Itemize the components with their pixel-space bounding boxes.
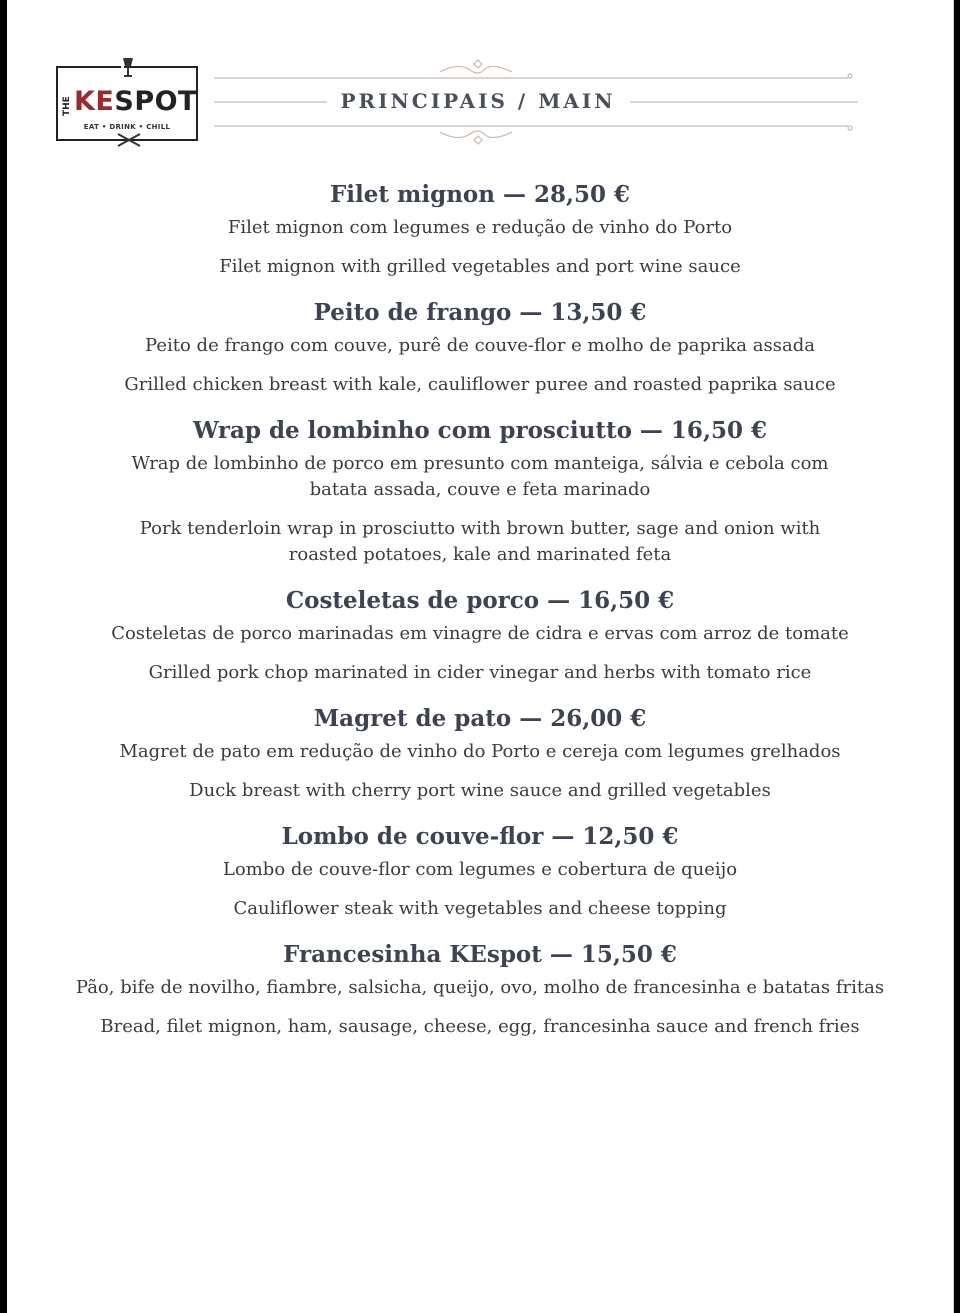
dish-description-en: Duck breast with cherry port wine sauce and grilled vegetables xyxy=(189,780,771,801)
menu-item xyxy=(60,414,900,568)
dish-description-pt: Pão, bife de novilho, fiambre, salsicha, queijo, ovo, molho de francesinha e batatas fritas xyxy=(75,977,885,998)
dish-description-pt: Magret de pato em redução de vinho do Porto e cereja com legumes grelhados xyxy=(119,741,841,762)
dish-title: Lombo de couve-flor — 12,50 € xyxy=(281,823,679,850)
logo-prefix: THE xyxy=(62,96,72,116)
dish-description-pt: Filet mignon com legumes e redução de vinho do Porto xyxy=(227,217,733,238)
logo-name-rest: SPOT xyxy=(114,86,197,117)
menu-item xyxy=(60,820,900,922)
dish-title: Magret de pato — 26,00 € xyxy=(313,705,647,732)
dish-title: Costeletas de porco — 16,50 € xyxy=(285,587,675,614)
logo-name-accent: KE xyxy=(74,86,115,117)
wine-glass-icon xyxy=(118,56,138,80)
logo-name xyxy=(74,86,197,117)
logo-tagline: EAT • DRINK • CHILL xyxy=(83,123,171,131)
dish-title: Francesinha KEspot — 15,50 € xyxy=(283,941,677,968)
dish-description-en: Bread, filet mignon, ham, sausage, cheese, egg, francesinha sauce and french fries xyxy=(100,1016,860,1037)
menu-item xyxy=(60,584,900,686)
dish-description-en: Grilled chicken breast with kale, cauliflower puree and roasted paprika sauce xyxy=(124,374,836,395)
left-border xyxy=(0,0,7,1313)
menu-item xyxy=(60,178,900,280)
section-header xyxy=(212,58,858,148)
menu-list xyxy=(60,178,900,1056)
dish-description-pt: Wrap de lombinho de porco em presunto com manteiga, sálvia e cebola com batata assada, couve e feta marinado xyxy=(131,453,829,500)
menu-item xyxy=(60,296,900,398)
dish-description-pt: Peito de frango com couve, purê de couve-flor e molho de paprika assada xyxy=(145,335,815,356)
menu-item xyxy=(60,702,900,804)
right-border xyxy=(954,0,960,1313)
dish-description-pt: Costeletas de porco marinadas em vinagre de cidra e ervas com arroz de tomate xyxy=(111,623,849,644)
page-title: PRINCIPAIS / MAIN xyxy=(340,89,616,113)
dish-title: Filet mignon — 28,50 € xyxy=(329,181,631,208)
dish-title: Peito de frango — 13,50 € xyxy=(313,299,647,326)
restaurant-logo xyxy=(56,66,198,141)
dish-description-en: Pork tenderloin wrap in prosciutto with brown butter, sage and onion with roasted potatoes, kale and marinated feta xyxy=(139,518,821,565)
dish-description-en: Filet mignon with grilled vegetables and port wine sauce xyxy=(219,256,741,277)
dish-description-en: Grilled pork chop marinated in cider vinegar and herbs with tomato rice xyxy=(148,662,812,683)
dish-title: Wrap de lombinho com prosciutto — 16,50 € xyxy=(193,417,767,444)
dish-description-en: Cauliflower steak with vegetables and cheese topping xyxy=(233,898,727,919)
cutlery-icon xyxy=(114,132,144,148)
menu-item xyxy=(60,938,900,1040)
dish-description-pt: Lombo de couve-flor com legumes e cobertura de queijo xyxy=(222,859,738,880)
